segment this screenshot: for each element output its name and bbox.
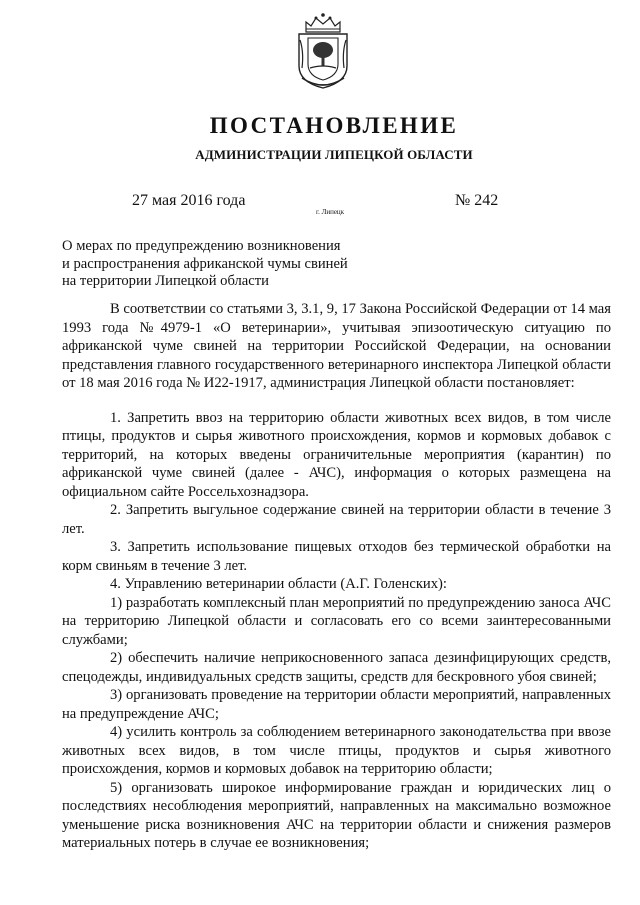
clause-4: 4. Управлению ветеринарии области (А.Г. Голенских):	[110, 576, 447, 592]
document-subject	[62, 238, 392, 291]
preamble-paragraph: В соответствии со статьями 3, 3.1, 9, 17 Закона Российской Федерации от 14 мая 1993 года №4979-1 «О ветеринарии», учитывая эпизоотическую ситуацию по африканской чуме свиней на территории Российской Федерации, на основании представления главного государственного ветеринарного инспектора Липецкой области от 18 мая 2016 года № И22-1917, администрация Липецкой области постановляет:	[62, 301, 611, 391]
document-city: г. Липецк	[316, 208, 345, 216]
clause-1: 1. Запретить ввоз на территорию области животных всех видов, в том числе птицы, продуктов и сырья животного происхождения, кормов и кормовых добавок с территорий, на которых введены ограничительные мероприятия (карантин) по африканской чуме свиней (далее - АЧС), информация о которых размещена на официальном сайте Россельхознадзора.	[62, 409, 611, 500]
clause-4-item-3: 3) организовать проведение на территории области мероприятий, направленных на предупреждение АЧС;	[62, 687, 611, 722]
subject-line: на территории Липецкой области	[62, 273, 269, 289]
clause-4-item-1: 1) разработать комплексный план мероприятий по предупреждению заноса АЧС на территорию Липецкой области и согласовать его со всеми заинтересованными службами;	[62, 594, 611, 648]
issuing-authority: АДМИНИСТРАЦИИ ЛИПЕЦКОЙ ОБЛАСТИ	[195, 147, 473, 162]
clause-4-item-4: 4) усилить контроль за соблюдением ветеринарного законодательства при ввозе животных всех видов, в том числе птицы, продуктов и сырья животного происхождения, кормов и кормовых добавок на территорию области;	[62, 724, 611, 777]
document-body	[62, 300, 611, 853]
clause-2: 2. Запретить выгульное содержание свиней на территории области в течение 3 лет.	[62, 502, 611, 537]
clause-4-item-5: 5) организовать широкое информирование граждан и юридических лиц о последствиях несоблюдения мероприятий, направленных на максимально возможное уменьшение риска возникновения АЧС на территории области и снижения размеров материальных потерь в случае ее возникновения;	[62, 779, 611, 851]
subject-line: и распространения африканской чумы свиней	[62, 255, 348, 272]
document-number: № 242	[455, 192, 499, 209]
document-date: 27 мая 2016 года	[132, 192, 246, 209]
subject-line: О мерах по предупреждению возникновения	[62, 238, 341, 254]
document-title: ПОСТАНОВЛЕНИЕ	[209, 113, 459, 138]
clause-3: 3. Запретить использование пищевых отходов без термической обработки на корм свиньям в течение 3 лет.	[62, 539, 611, 574]
lipetsk-coat-of-arms-icon	[296, 12, 350, 90]
clause-4-item-2: 2) обеспечить наличие неприкосновенного запаса дезинфицирующих средств, спецодежды, индивидуальных средств защиты, средств для бескровного убоя свиней;	[62, 650, 611, 685]
